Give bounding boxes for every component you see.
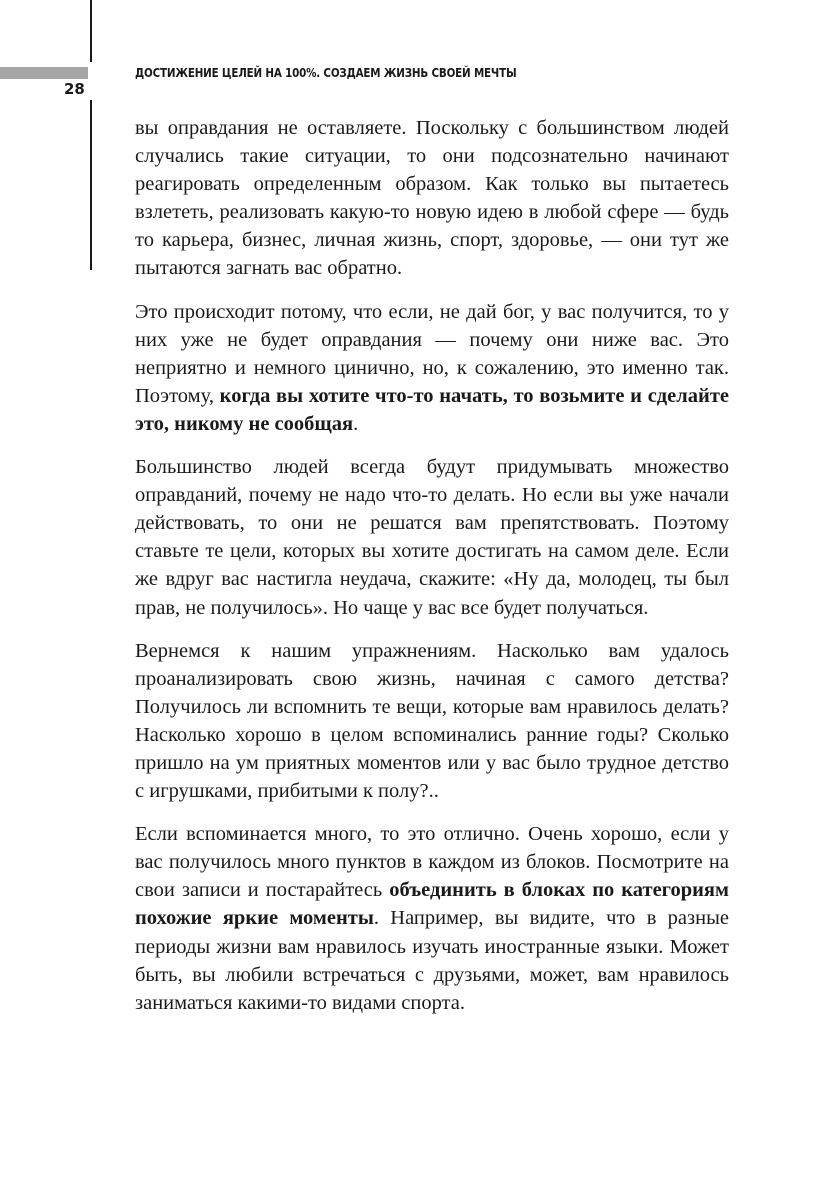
page-number: 28	[64, 80, 85, 98]
paragraph-1: вы оправдания не оставляете. Поскольку с большинством людей случались такие ситуации, то они подсознательно начинают реагировать определенным образом. Как только вы пытаетесь взлететь, реализовать какую-то новую идею в любой сфере — будь то карьера, бизнес, личная жизнь, спорт, здоровье, — они тут же пытаются загнать вас обратно.	[135, 117, 729, 280]
running-header: ДОСТИЖЕНИЕ ЦЕЛЕЙ НА 100%. СОЗДАЕМ ЖИЗНЬ СВОЕЙ МЕЧТЫ	[135, 66, 517, 80]
paragraph-5-text-after: . Например, вы видите, что в разные периоды жизни вам нравилось изучать иностранные языки. Может быть, вы любили встречаться с друзьями, может, вам нравилось заниматься какими-то видами спорта.	[135, 907, 729, 1014]
paragraph-4: Вернемся к нашим упражнениям. Насколько вам удалось проанализировать свою жизнь, начиная с самого детства? Получилось ли вспомнить те вещи, которые вам нравилось делать? Насколько хорошо в целом вспоминались ранние годы? Сколько пришло на ум приятных моментов или у вас было трудное детство с игрушками, прибитыми к полу?..	[135, 639, 729, 803]
header-accent-bar	[0, 67, 88, 79]
paragraph-5-text-before: Если вспоминается много, то это отлично. Очень хорошо, если у вас получилось много пунктов в каждом из блоков. Посмотрите на свои записи и постарайтесь	[135, 823, 729, 902]
paragraph-2-text-after: .	[353, 412, 359, 435]
paragraph-5	[135, 820, 729, 1017]
margin-rule-middle	[90, 100, 92, 270]
margin-rule-top	[90, 0, 92, 62]
paragraph-5-emphasis: объединить в блоках по категориям похожие яркие моменты	[135, 879, 729, 930]
paragraph-2	[135, 298, 729, 438]
paragraph-2-text-before: Это происходит потому, что если, не дай бог, у вас получится, то у них уже не будет оправдания — почему они ниже вас. Это неприятно и немного цинично, но, к сожалению, это именно так. Поэтому,	[135, 300, 729, 407]
paragraph-3: Большинство людей всегда будут придумывать множество оправданий, почему не надо что-то делать. Но если вы уже начали действовать, то они не решатся вам препятствовать. Поэтому ставьте те цели, которых вы хотите достигать на самом деле. Если же вдруг вас настигла неудача, скажите: «Ну да, молодец, ты был прав, не получилось». Но чаще у вас все будет получаться.	[135, 456, 729, 619]
body-text	[135, 114, 729, 1032]
paragraph-2-emphasis: когда вы хотите что-то начать, то возьмите и сделайте это, никому не сообщая	[135, 384, 729, 435]
